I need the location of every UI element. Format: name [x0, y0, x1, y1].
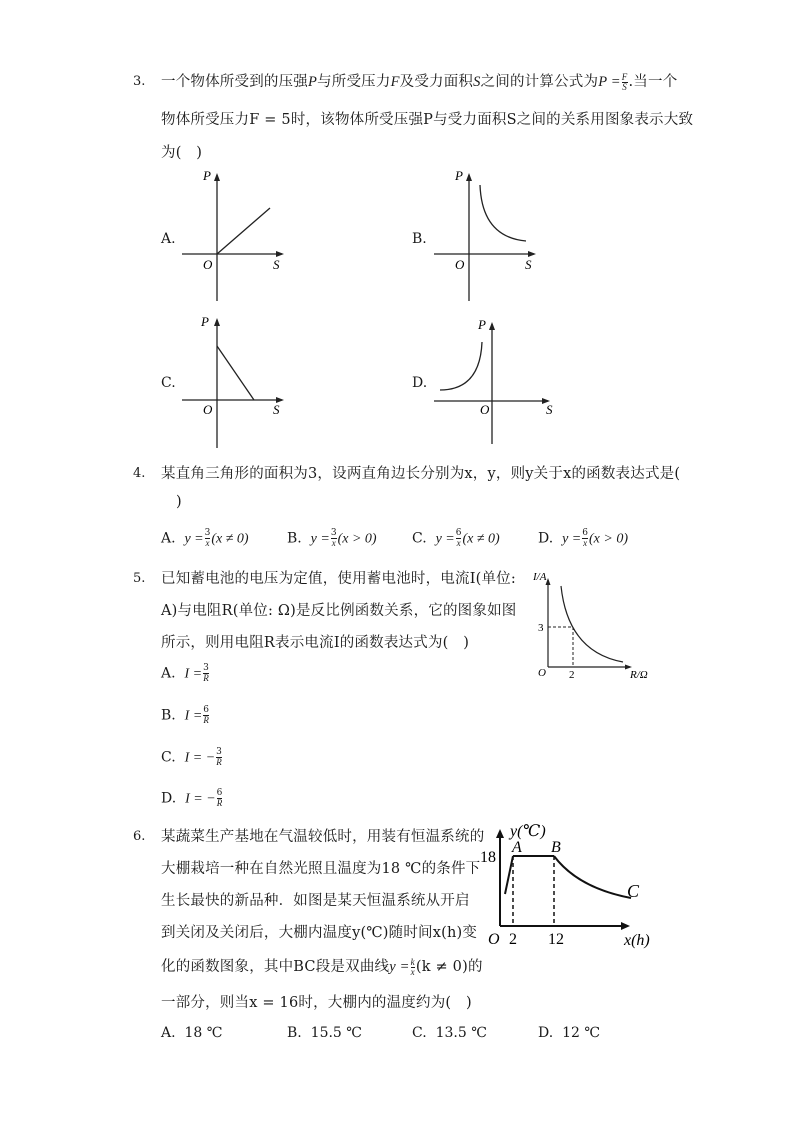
- origin-label: O: [488, 931, 500, 948]
- origin-label: O: [203, 402, 213, 417]
- q4-option-a[interactable]: A. y = $\frac{3}{x}$ (x ≠ 0): [161, 528, 249, 548]
- origin-label: O: [480, 402, 490, 417]
- q4-option-d[interactable]: D. y = $\frac{6}{x}$ (x > 0): [538, 528, 628, 548]
- x-tick-label-12: 12: [548, 931, 564, 948]
- q3-option-a-graph: [170, 165, 300, 305]
- q3-stem-line3: 为( ): [161, 145, 203, 161]
- y-axis-label: I/A: [533, 571, 547, 583]
- x-tick-label: 2: [569, 669, 575, 681]
- q6-stem-line3: 生长最快的新品种．如图是某天恒温系统从开启: [161, 893, 470, 909]
- rising-segment: [505, 856, 513, 894]
- hyperbola-curve: [480, 185, 526, 241]
- x-axis-label: x(h): [624, 932, 650, 949]
- q6-option-b[interactable]: B. 15.5 ℃: [287, 1025, 362, 1041]
- y-axis-arrow: [496, 829, 504, 838]
- q4-stem-line1: 某直角三角形的面积为3，设两直角边长分别为x，y，则y关于x的函数表达式是(: [161, 466, 681, 482]
- q5-stem-line3: 所示，则用电阻R表示电流I的函数表达式为( ): [161, 635, 470, 651]
- q6-option-c[interactable]: C. 13.5 ℃: [412, 1025, 487, 1041]
- q6-stem-line6: 一部分，则当x = 16时，大棚内的温度约为( ): [161, 995, 472, 1011]
- y-axis-label: y(℃): [510, 823, 546, 840]
- x-axis-label: S: [273, 257, 280, 272]
- q5-stem-line1: 已知蓄电池的电压为定值，使用蓄电池时，电流I(单位:: [161, 571, 516, 587]
- q3-option-c-graph: [170, 310, 300, 450]
- q3-option-c-label[interactable]: C.: [161, 375, 176, 391]
- inverse-curve: [561, 586, 623, 662]
- q6-option-a[interactable]: A. 18 ℃: [161, 1025, 223, 1041]
- y-axis-label: P: [203, 168, 211, 183]
- x-axis-arrow: [621, 922, 630, 930]
- y-axis-label: P: [478, 317, 486, 332]
- q6-option-d[interactable]: D. 12 ℃: [538, 1025, 601, 1041]
- hyperbola-segment: [554, 856, 631, 898]
- q6-stem-line4: 到关闭及关闭后，大棚内温度y(℃)随时间x(h)变: [161, 925, 478, 941]
- q5-graph: [528, 566, 658, 684]
- y-axis-label: P: [201, 314, 209, 329]
- origin-label: O: [538, 667, 546, 679]
- y-axis-label: P: [455, 168, 463, 183]
- q3-option-b-graph: [422, 165, 552, 305]
- q3-number: 3.: [133, 74, 146, 89]
- q5-option-a[interactable]: A. I = $\frac{3}{R}$: [161, 663, 209, 683]
- y-axis-arrow: [489, 322, 495, 330]
- q3-stem-line2: 物体所受压力F = 5时，该物体所受压强P与受力面积S之间的关系用图象表示大致: [161, 112, 694, 128]
- x-axis-label: S: [546, 402, 553, 417]
- q3-option-a-label[interactable]: A.: [161, 231, 176, 247]
- y-tick-label: 18: [480, 849, 496, 866]
- y-tick-label: 3: [538, 622, 544, 634]
- q6-number: 6.: [133, 829, 146, 844]
- origin-label: O: [455, 257, 465, 272]
- q5-option-c[interactable]: C. I = − $\frac{3}{R}$: [161, 747, 222, 767]
- x-axis-label: S: [273, 402, 280, 417]
- q5-option-b[interactable]: B. I = $\frac{6}{R}$: [161, 705, 209, 725]
- q4-option-c[interactable]: C. y = $\frac{6}{x}$ (x ≠ 0): [412, 528, 500, 548]
- point-b-label: B: [551, 839, 561, 856]
- q3-option-d-graph: [432, 312, 562, 452]
- q6-stem-line5: 化的函数图象，其中BC段是双曲线y = $\frac{k}{x}$ (k ≠ 0)的: [161, 956, 483, 977]
- q3-stem-line1: 一个物体所受到的压强P与所受压力F及受力面积S之间的计算公式为P = $\frac{F}{S}$ .当一个: [161, 71, 678, 92]
- q4-stem-line2: ): [176, 494, 182, 510]
- y-axis-arrow: [214, 173, 220, 181]
- q3-formula-fraction: $\frac{F}{S}$: [621, 71, 628, 92]
- q5-number: 5.: [133, 571, 146, 586]
- q5-stem-line2: A)与电阻R(单位: Ω)是反比例函数关系，它的图象如图: [161, 603, 517, 619]
- q5-option-d[interactable]: D. I = − $\frac{6}{R}$: [161, 788, 223, 808]
- q3-option-b-label[interactable]: B.: [412, 231, 427, 247]
- y-axis-arrow: [466, 173, 472, 181]
- point-a-label: A: [512, 839, 522, 856]
- decreasing-line: [217, 346, 254, 400]
- x-axis-label: R/Ω: [630, 669, 648, 681]
- linear-line: [217, 208, 270, 254]
- q4-number: 4.: [133, 466, 146, 481]
- q3-option-d-label[interactable]: D.: [412, 375, 428, 391]
- point-c-label: C: [627, 881, 640, 901]
- x-axis-label: S: [525, 257, 532, 272]
- q6-stem-line2: 大棚栽培一种在自然光照且温度为18 ℃的条件下: [161, 861, 481, 877]
- q6-stem-line1: 某蔬菜生产基地在气温较低时，用装有恒温系统的: [161, 829, 485, 845]
- q4-option-b[interactable]: B. y = $\frac{3}{x}$ (x > 0): [287, 528, 377, 548]
- y-axis-arrow: [214, 318, 220, 326]
- hyperbola-curve: [440, 342, 482, 390]
- q6-graph: [478, 818, 658, 953]
- origin-label: O: [203, 257, 213, 272]
- x-tick-label-2: 2: [509, 931, 517, 948]
